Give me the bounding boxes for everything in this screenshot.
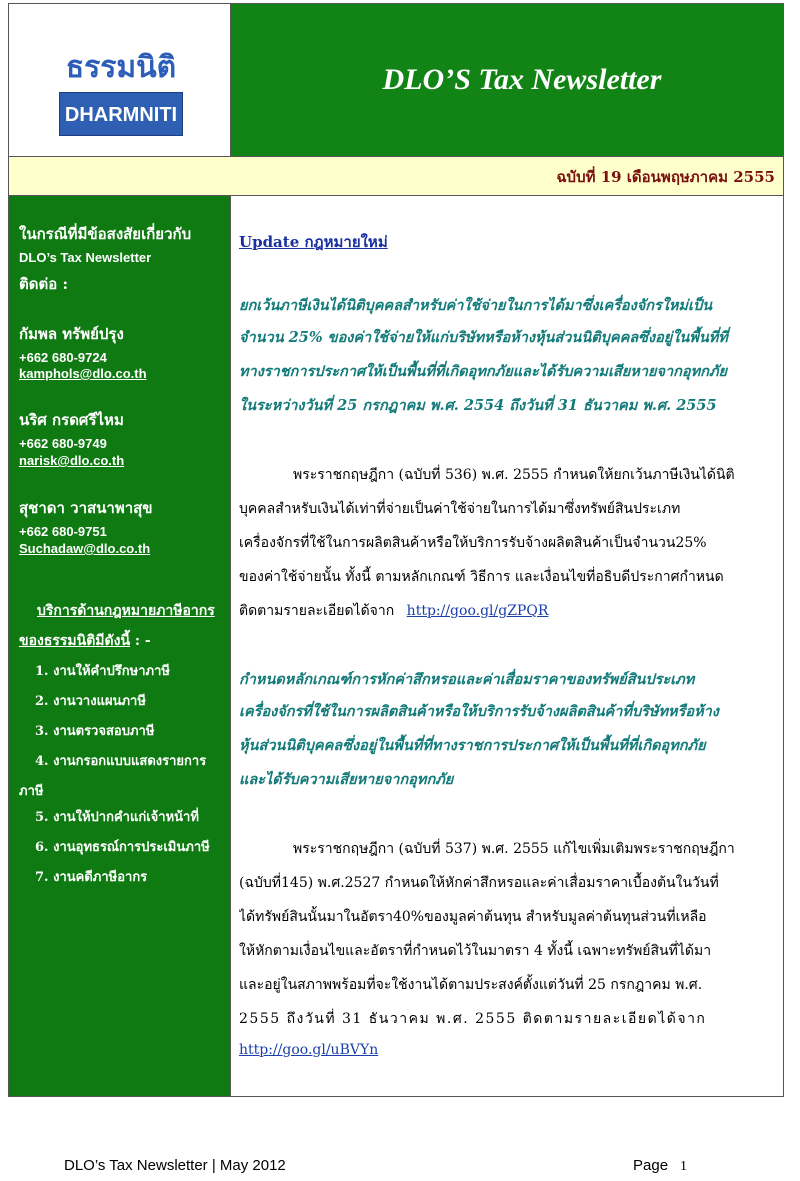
service-item: 6. งานอุทธรณ์การประเมินภาษี	[35, 840, 210, 855]
sidebar-newsletter-name: DLO’s Tax Newsletter	[19, 250, 152, 265]
services-heading-text: ของธรรมนิติมีดังนี้	[19, 633, 131, 649]
logo-thai-text: ธรรมนิติ	[59, 44, 183, 92]
issue-label: ฉบับที่ 19 เดือนพฤษภาคม 2555	[556, 168, 775, 186]
title-banner	[231, 4, 783, 156]
section1-body-line: บุคคลสำหรับเงินได้เท่าที่จ่ายเป็นค่าใช้จ่ายในการได้มาซึ่งทรัพย์สินประเภท	[239, 501, 681, 517]
section2-heading-line: กำหนดหลักเกณฑ์การหักค่าสึกหรอและค่าเสื่อมราคาของทรัพย์สินประเภท	[239, 671, 695, 688]
service-item-continuation: ภาษี	[19, 784, 44, 799]
section1-link-prefix: ติดตามรายละเอียดได้จาก	[239, 603, 395, 619]
sidebar-contact-label: ติดต่อ :	[19, 275, 68, 293]
contact-email-link[interactable]: Suchadaw@dlo.co.th	[19, 541, 151, 556]
footer-page-label: Page	[633, 1157, 669, 1174]
footer-page-number: 1	[680, 1159, 688, 1174]
newsletter-title: DLO’S Tax Newsletter	[382, 63, 662, 96]
service-item: 5. งานให้ปากคำแก่เจ้าหน้าที่	[35, 810, 199, 825]
section2-heading-line: หุ้นส่วนนิติบุคคลซึ่งอยู่ในพื้นที่ที่ทางราชการประกาศให้เป็นพื้นที่ที่เกิดอุทกภัย	[239, 737, 706, 754]
sidebar-intro: ในกรณีที่มีข้อสงสัยเกี่ยวกับ	[19, 225, 192, 243]
contact-sidebar	[9, 196, 231, 1096]
service-item: 2. งานวางแผนภาษี	[35, 694, 146, 709]
section1-heading-line: ทางราชการประกาศให้เป็นพื้นที่ที่เกิดอุทกภัยและได้รับความเสียหายจากอุทกภัย	[239, 363, 727, 380]
section1-body-line: เครื่องจักรที่ใช้ในการผลิตสินค้าหรือให้บริการรับจ้างผลิตสินค้าเป็นจำนวน25%	[239, 535, 707, 551]
section2-body-line: (ฉบับที่145) พ.ศ.2527 กำหนดให้หักค่าสึกหรอและค่าเสื่อมราคาเบื้องต้นในวันที่	[239, 875, 719, 891]
logo-area	[9, 4, 231, 156]
update-heading: Update กฎหมายใหม่	[239, 233, 388, 251]
section2-body-line: และอยู่ในสภาพพร้อมที่จะใช้งานได้ตามประสงค์ตั้งแต่วันที่ 25 กรกฎาคม พ.ศ.	[239, 977, 703, 993]
section2-body-line: ได้ทรัพย์สินนั้นมาในอัตรา40%ของมูลค่าต้นทุน สำหรับมูลค่าต้นทุนส่วนที่เหลือ	[239, 909, 707, 925]
service-item: 7. งานคดีภาษีอากร	[35, 870, 148, 885]
section1-body-line: พระราชกฤษฎีกา (ฉบับที่ 536) พ.ศ. 2555 กำหนดให้ยกเว้นภาษีเงินได้นิติ	[293, 467, 735, 483]
section1-heading-line: จำนวน 25% ของค่าใช้จ่ายให้แก่บริษัทหรือห้างหุ้นส่วนนิติบุคคลซึ่งอยู่ในพื้นที่ที่	[239, 329, 728, 346]
section1-body-line: ของค่าใช้จ่ายนั้น ทั้งนี้ ตามหลักเกณฑ์ วิธีการ และเงื่อนไขที่อธิบดีประกาศกำหนด	[239, 569, 724, 585]
contact-name: กัมพล ทรัพย์ปรุง	[19, 325, 124, 343]
contact-email-link[interactable]: narisk@dlo.co.th	[19, 453, 125, 468]
service-item: 1. งานให้คำปรึกษาภาษี	[35, 664, 170, 679]
service-item: 3. งานตรวจสอบภาษี	[35, 724, 155, 739]
contact-phone: +662 680-9749	[19, 436, 107, 451]
contact-email-link[interactable]: kamphols@dlo.co.th	[19, 366, 147, 381]
section1-url-link[interactable]: http://goo.gl/gZPQR	[406, 603, 549, 619]
section2-heading-line: และได้รับความเสียหายจากอุทกภัย	[239, 771, 454, 788]
main-content	[231, 196, 783, 1096]
section2-heading-line: เครื่องจักรที่ใช้ในการผลิตสินค้าหรือให้บริการรับจ้างผลิตสินค้าที่บริษัทหรือห้าง	[239, 703, 719, 720]
section1-heading-line: ยกเว้นภาษีเงินได้นิติบุคคลสำหรับค่าใช้จ่ายในการได้มาซึ่งเครื่องจักรใหม่เป็น	[239, 297, 713, 314]
contact-phone: +662 680-9751	[19, 524, 107, 539]
section2-body-line: 2555 ถึงวันที่ 31 ธันวาคม พ.ศ. 2555 ติดตามรายละเอียดได้จาก	[239, 1011, 707, 1027]
contact-name: สุชาดา วาสนาพาสุข	[19, 499, 153, 517]
newsletter-frame	[8, 3, 784, 1097]
section1-heading-line: ในระหว่างวันที่ 25 กรกฎาคม พ.ศ. 2554 ถึงวันที่ 31 ธันวาคม พ.ศ. 2555	[239, 397, 717, 414]
section2-link-line	[239, 1042, 777, 1072]
services-heading: บริการด้านกฎหมายภาษีอากร	[37, 603, 215, 619]
section2-body-line: ให้หักตามเงื่อนไขและอัตราที่กำหนดไว้ในมาตรา 4 ทั้งนี้ เฉพาะทรัพย์สินที่ได้มา	[239, 943, 712, 959]
dharmniti-logo	[59, 44, 183, 138]
service-item: 4. งานกรอกแบบแสดงรายการ	[35, 754, 207, 769]
issue-bar	[9, 156, 783, 196]
contact-name: นริศ กรดศรีไหม	[19, 411, 124, 429]
footer-page	[633, 1157, 687, 1175]
section2-url-link[interactable]: http://goo.gl/uBVYn	[239, 1042, 379, 1058]
logo-english-text: DHARMNITI	[59, 92, 183, 136]
contact-phone: +662 680-9724	[19, 350, 107, 365]
section2-body-line: พระราชกฤษฎีกา (ฉบับที่ 537) พ.ศ. 2555 แก้ไขเพิ่มเติมพระราชกฤษฎีกา	[293, 841, 735, 857]
footer-title: DLO’s Tax Newsletter | May 2012	[64, 1157, 286, 1174]
section1-link-line	[239, 600, 777, 630]
services-heading-line2	[19, 630, 151, 652]
services-heading-suffix: : -	[130, 633, 151, 649]
